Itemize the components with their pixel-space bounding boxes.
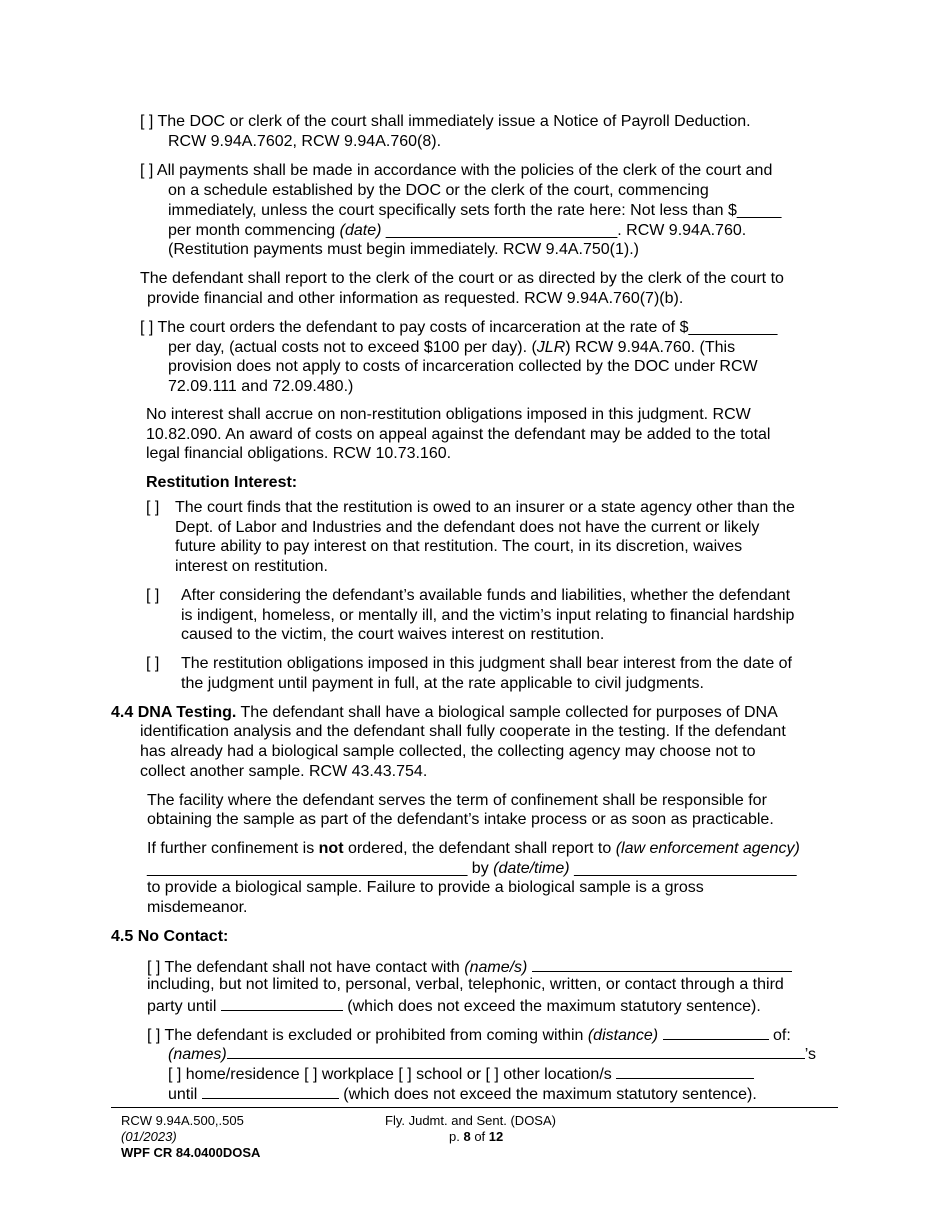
restitution-option-2: caused to the victim, the court waives interest on restitution. [181,626,605,643]
restitution-option-1: future ability to pay interest on that restitution. The court, in its discretion, waives [175,538,743,555]
interest-clause: 10.82.090. An award of costs on appeal against the defendant may be added to the total [146,426,771,443]
footer-form-number: WPF CR 84.0400DOSA [121,1145,261,1160]
restitution-option-2: is indigent, homeless, or mentally ill, and the victim’s input relating to financial hardship [181,607,795,624]
footer-form-title: Fly. Judmt. and Sent. (DOSA) [385,1113,556,1128]
restitution-option-1: Dept. of Labor and Industries and the defendant does not have the current or likely [175,519,760,536]
until-date-field[interactable] [221,995,343,1011]
restitution-interest-heading: Restitution Interest: [146,474,298,491]
payment-schedule-line: (Restitution payments must begin immediately. RCW 9.4A.750(1).) [168,241,639,258]
name-field[interactable] [532,956,792,972]
distance-field[interactable] [663,1024,769,1040]
incarceration-cost-line: provision does not apply to costs of incarceration collected by the DOC under RCW [168,358,758,375]
footer-revision-date: (01/2023) [121,1129,177,1144]
incarceration-cost-option: [ ] The court orders the defendant to pay costs of incarceration at the rate of $__________ [140,319,778,336]
checkbox[interactable]: [ ] [146,587,160,604]
dna-facility-clause: obtaining the sample as part of the defendant’s intake process or as soon as practicable. [147,811,774,828]
incarceration-cost-line: per day, (actual costs not to exceed $100 per day). (JLR) RCW 9.94A.760. (This [168,339,736,356]
incarceration-cost-line: 72.09.111 and 72.09.480.) [168,378,354,395]
payment-schedule-option: [ ] All payments shall be made in accordance with the policies of the clerk of the court and [140,162,773,179]
interest-clause: legal financial obligations. RCW 10.73.160. [146,445,452,462]
restitution-option-2: After considering the defendant’s available funds and liabilities, whether the defendant [181,587,791,604]
checkbox[interactable]: [ ] [146,499,160,516]
restitution-option-3: the judgment until payment in full, at the rate applicable to civil judgments. [181,675,704,692]
dna-testing-line: collect another sample. RCW 43.43.754. [140,763,428,780]
names-field[interactable] [227,1043,805,1059]
exclusion-until-line: until (which does not exceed the maximum statutory sentence). [168,1083,757,1105]
no-contact-line: including, but not limited to, personal, verbal, telephonic, written, or contact through a third [147,976,784,993]
dna-testing-line: has already had a biological sample collected, the collecting agency may choose not to [140,743,756,760]
exclusion-option: [ ] The defendant is excluded or prohibited from coming within (distance) of: [147,1024,791,1046]
checkbox[interactable]: [ ] [146,655,160,672]
payroll-deduction-citation: RCW 9.94A.7602, RCW 9.94A.760(8). [168,133,442,150]
exclusion-names-line: (names) ’s [168,1043,816,1065]
exclusion-until-field[interactable] [202,1083,339,1099]
dna-report-clause: to provide a biological sample. Failure to provide a biological sample is a gross [147,879,704,896]
payment-schedule-line: per month commencing (date) __________________________. RCW 9.94A.760. [168,222,747,239]
restitution-option-1: The court finds that the restitution is owed to an insurer or a state agency other than the [175,499,795,516]
footer-page-number: p. 8 of 12 [449,1129,504,1144]
payroll-deduction-option: [ ] The DOC or clerk of the court shall immediately issue a Notice of Payroll Deduction. [140,113,751,130]
footer-divider [111,1107,838,1108]
restitution-option-1: interest on restitution. [175,558,328,575]
dna-report-clause: If further confinement is not ordered, the defendant shall report to (law enforcement agency) [147,840,800,857]
dna-testing-section: 4.4 DNA Testing. The defendant shall have a biological sample collected for purposes of DNA [111,704,778,721]
dna-report-clause: misdemeanor. [147,899,248,916]
footer-rcw: RCW 9.94A.500,.505 [121,1113,244,1128]
dna-report-clause: ____________________________________ by (date/time) _________________________ [147,860,797,877]
exclusion-locations-line: [ ] home/residence [ ] workplace [ ] school or [ ] other location/s [168,1063,754,1085]
no-contact-heading: 4.5 No Contact: [111,928,229,945]
dna-testing-line: identification analysis and the defendant shall fully cooperate in the testing. If the defendant [140,723,786,740]
interest-clause: No interest shall accrue on non-restitution obligations imposed in this judgment. RCW [146,406,751,423]
payment-schedule-line: on a schedule established by the DOC or the clerk of the court, commencing [168,182,709,199]
dna-facility-clause: The facility where the defendant serves the term of confinement shall be responsible for [147,792,767,809]
report-clause: The defendant shall report to the clerk of the court or as directed by the clerk of the court to [140,270,784,287]
no-contact-option: [ ] The defendant shall not have contact with (name/s) [147,956,792,978]
payment-schedule-line: immediately, unless the court specifically sets forth the rate here: Not less than $_____ [168,202,782,219]
restitution-option-3: The restitution obligations imposed in this judgment shall bear interest from the date of [181,655,792,672]
no-contact-line: party until (which does not exceed the maximum statutory sentence). [147,995,761,1017]
other-location-field[interactable] [616,1063,754,1079]
report-clause: provide financial and other information as requested. RCW 9.94A.760(7)(b). [147,290,684,307]
